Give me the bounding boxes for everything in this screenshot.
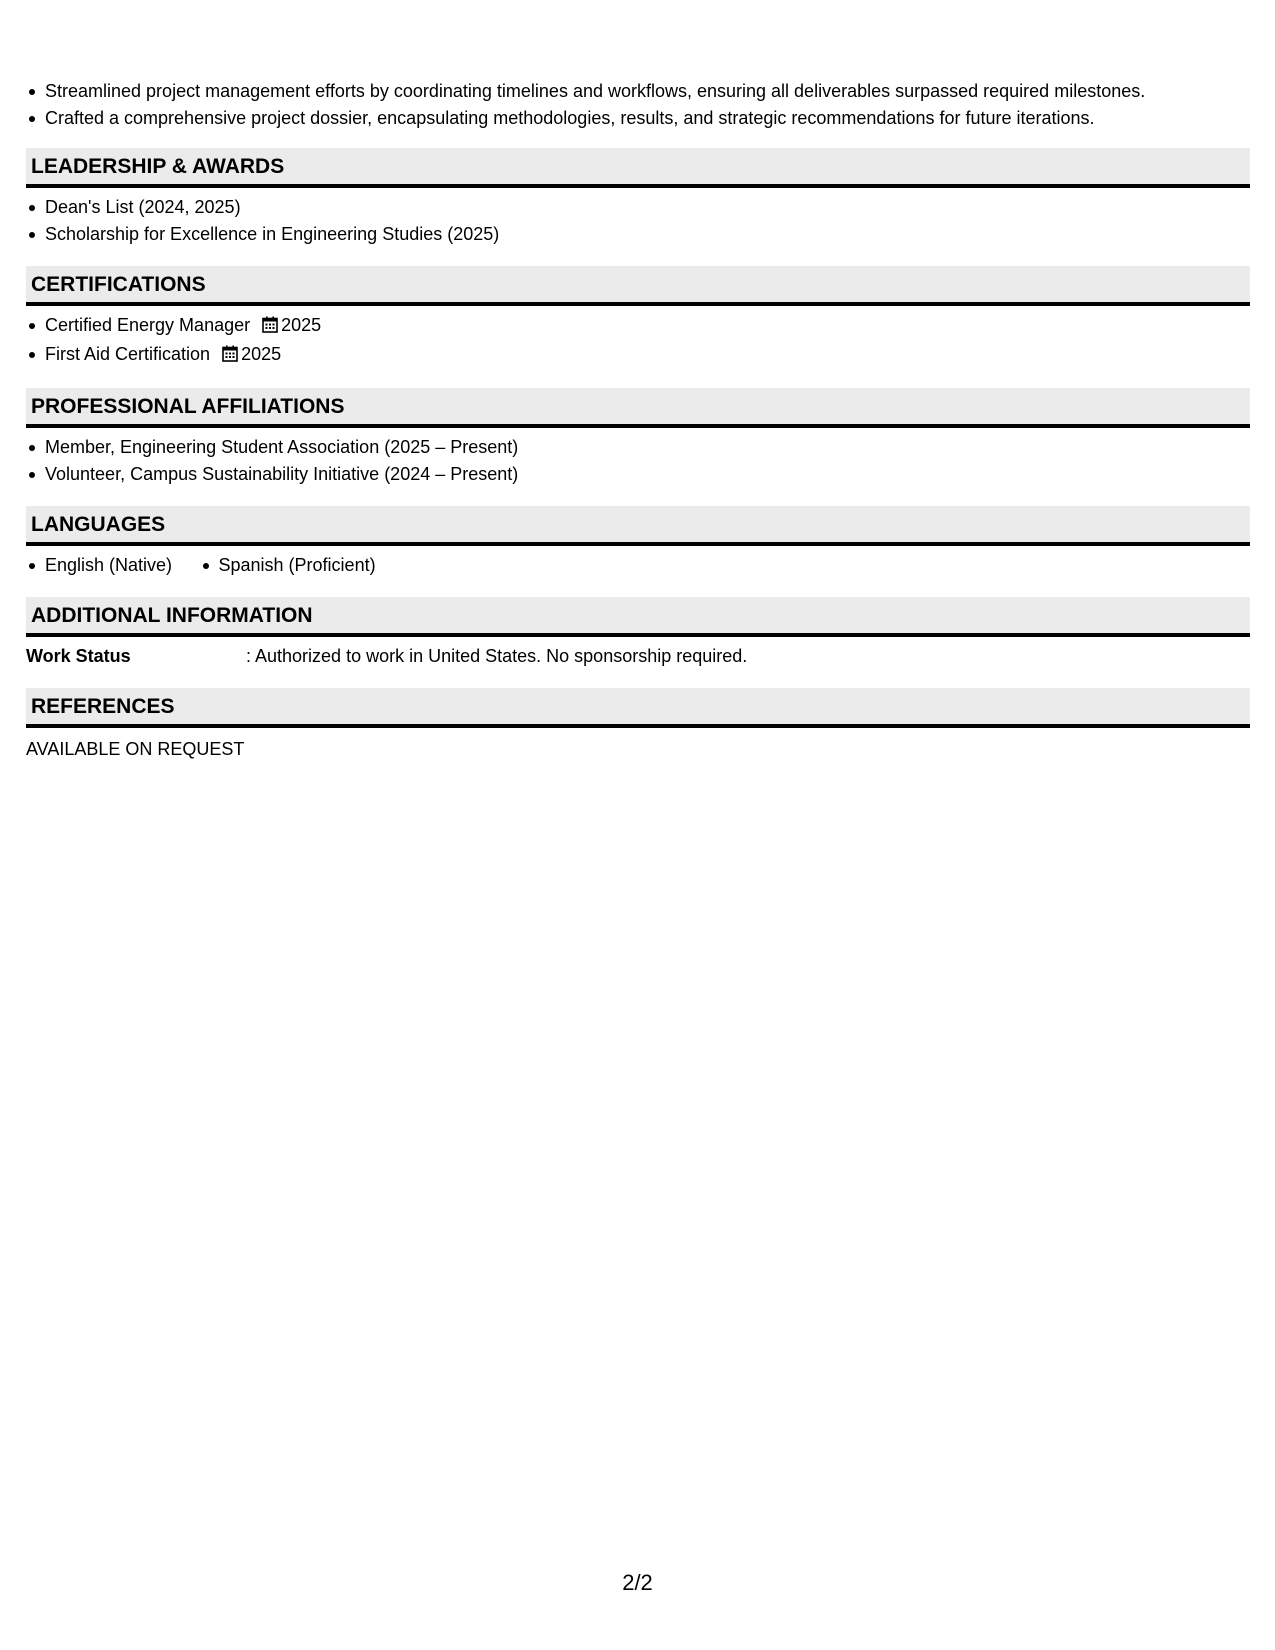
list-item: Member, Engineering Student Association (2025 – Present): [45, 434, 1250, 461]
certifications-section: [26, 266, 1250, 370]
list-item: Crafted a comprehensive project dossier, encapsulating methodologies, results, and strategic recommendations for future iterations.: [45, 105, 1250, 132]
work-status-row: [26, 643, 1250, 670]
section-heading: REFERENCES: [26, 688, 1250, 728]
list-item: Dean's List (2024, 2025): [45, 194, 1250, 221]
section-heading: ADDITIONAL INFORMATION: [26, 597, 1250, 637]
work-status-value: : Authorized to work in United States. No sponsorship required.: [246, 646, 748, 666]
list-item: Volunteer, Campus Sustainability Initiative (2024 – Present): [45, 461, 1250, 488]
affiliations-section: [26, 388, 1250, 488]
leadership-section: [26, 148, 1250, 248]
certification-year: 2025: [241, 344, 282, 364]
languages-list: [26, 552, 1250, 579]
certification-name: Certified Energy Manager: [45, 315, 251, 335]
references-section: [26, 688, 1250, 763]
affiliations-list: [26, 434, 1250, 488]
list-item: Streamlined project management efforts by coordinating timelines and workflows, ensuring all deliverables surpassed required milestones.: [45, 78, 1250, 105]
certification-name: First Aid Certification: [45, 344, 211, 364]
leadership-list: [26, 194, 1250, 248]
calendar-icon: [222, 343, 238, 370]
languages-section: [26, 506, 1250, 579]
certifications-list: [26, 312, 1250, 370]
list-item: Spanish (Proficient): [219, 552, 376, 579]
list-item: Scholarship for Excellence in Engineering Studies (2025): [45, 221, 1250, 248]
list-item: [45, 312, 1250, 341]
section-heading: LANGUAGES: [26, 506, 1250, 546]
section-heading: LEADERSHIP & AWARDS: [26, 148, 1250, 188]
additional-info-section: [26, 597, 1250, 670]
certification-year: 2025: [281, 315, 322, 335]
calendar-icon: [262, 314, 278, 341]
references-text: AVAILABLE ON REQUEST: [26, 739, 245, 759]
section-heading: PROFESSIONAL AFFILIATIONS: [26, 388, 1250, 428]
resume-page: [26, 78, 1250, 763]
page-number: 2/2: [622, 1570, 653, 1595]
list-item: English (Native): [45, 552, 172, 579]
section-heading: CERTIFICATIONS: [26, 266, 1250, 306]
work-status-label: Work Status: [26, 646, 131, 666]
project-bullets: [26, 78, 1250, 132]
list-item: [45, 341, 1250, 370]
